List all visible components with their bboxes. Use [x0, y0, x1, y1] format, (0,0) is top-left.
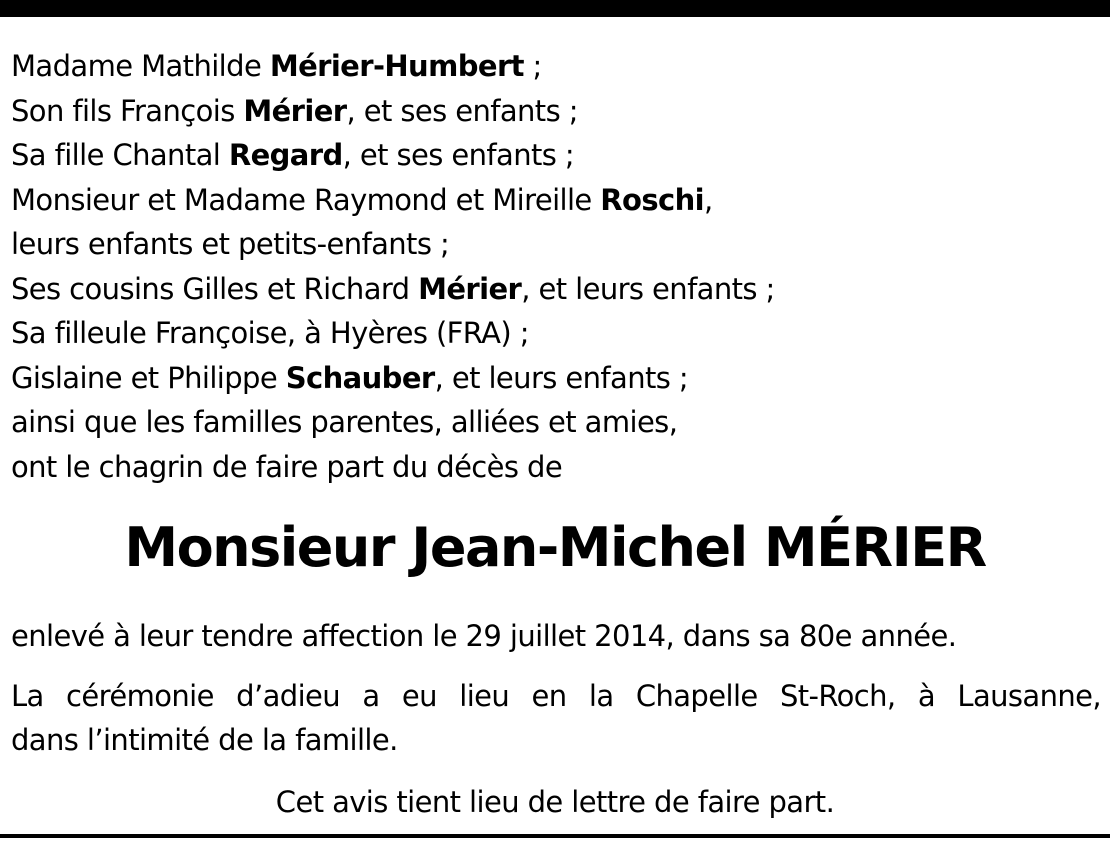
top-border-rule — [0, 0, 1110, 17]
mourner-line: Sa filleule Françoise, à Hyères (FRA) ; — [11, 316, 529, 350]
mourner-line: ont le chagrin de faire part du décès de — [11, 449, 563, 484]
mourner-line: Gislaine et Philippe Schauber, et leurs enfants ; — [11, 360, 689, 395]
mourner-line: Monsieur et Madame Raymond et Mireille Roschi, — [11, 182, 713, 217]
ceremony-line-2: dans l’intimité de la famille. — [11, 723, 398, 757]
ceremony-line-1: La cérémonie d’adieu a eu lieu en la Chapelle St-Roch, à Lausanne, — [11, 679, 1101, 713]
mourners-list — [11, 44, 1101, 489]
mourner-line: Sa fille Chantal Regard, et ses enfants ; — [11, 138, 575, 172]
bottom-border-rule — [0, 834, 1110, 838]
mourner-line: ainsi que les familles parentes, alliées et amies, — [11, 405, 678, 439]
mourner-line: Son fils François Mérier, et ses enfants ; — [11, 93, 578, 128]
mourner-line: Madame Mathilde Mérier-Humbert ; — [11, 49, 542, 83]
ceremony-paragraph — [11, 674, 1101, 762]
mourner-line: leurs enfants et petits-enfants ; — [11, 227, 450, 261]
death-statement: enlevé à leur tendre affection le 29 juillet 2014, dans sa 80e année. — [11, 619, 957, 653]
deceased-name: Monsieur Jean-Michel MÉRIER — [124, 516, 986, 579]
mourner-line: Ses cousins Gilles et Richard Mérier, et leurs enfants ; — [11, 271, 775, 306]
notice-text: Cet avis tient lieu de lettre de faire part. — [275, 785, 835, 819]
